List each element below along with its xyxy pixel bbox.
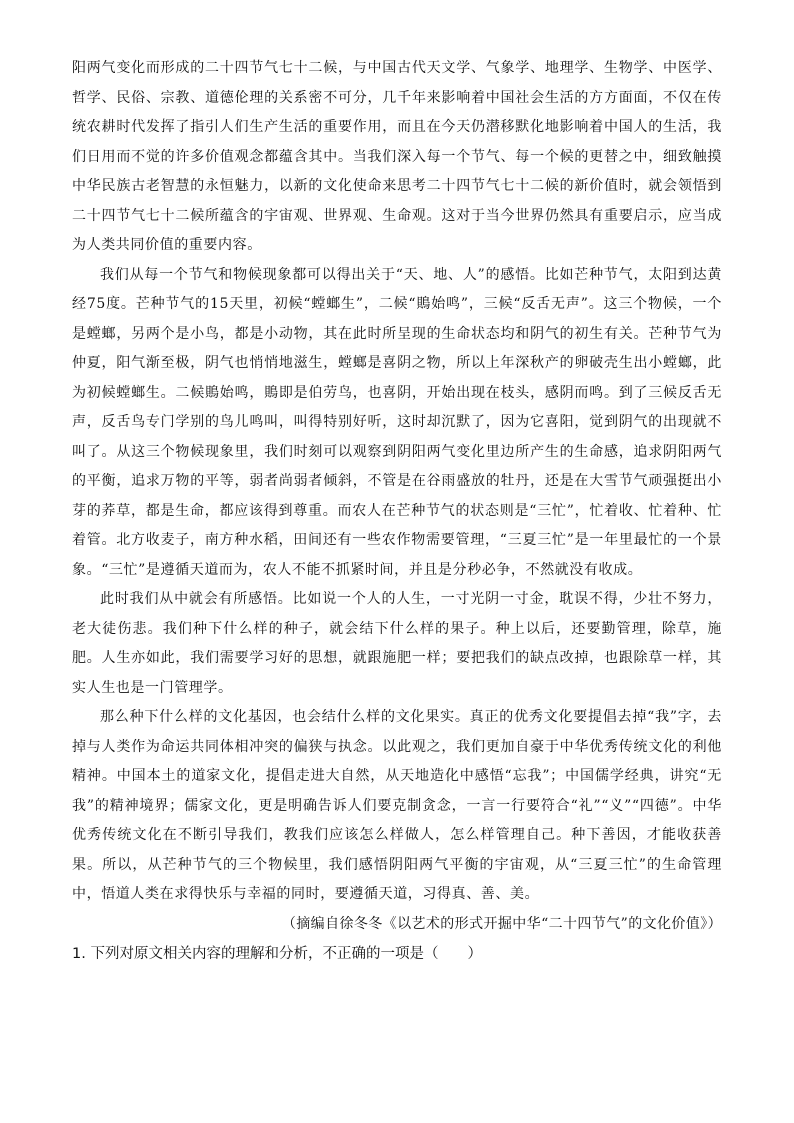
paragraph-1: 阳两气变化而形成的二十四节气七十二候，与中国古代天文学、气象学、地理学、生物学、中医学、哲学、民俗、宗教、道德伦理的关系密不可分，几千年来影响着中国社会生活的方方面面，不仅在传统农耕时代发挥了指引人们生产生活的重要作用，而且在今天仍潜移默化地影响着中国人的生活，我们日用而不觉的许多价值观念都蕴含其中。当我们深入每一个节气、每一个候的更替之中，细致触摸中华民族古老智慧的永恒魅力，以新的文化使命来思考二十四节气七十二候的新价值时，就会领悟到二十四节气七十二候所蕴含的宇宙观、世界观、生命观。这对于当今世界仍然具有重要启示，应当成为人类共同价值的重要内容。 <box>72 60 722 253</box>
source-citation: （摘编自徐冬冬《以艺术的形式开掘中华“二十四节气”的文化价值》） <box>281 915 722 932</box>
document-page <box>72 54 722 967</box>
paragraph-2: 我们从每一个节气和物候现象都可以得出关于“天、地、人”的感悟。比如芒种节气，太阳到达黄经75度。芒种节气的15天里，初候“螳螂生”，二候“鵙始鸣”，三候“反舌无声”。这三个物候，一个是螳螂，另两个是小鸟，都是小动物，其在此时所呈现的生命状态均和阴气的初生有关。芒种节气为仲夏，阳气渐至极，阴气也悄悄地滋生，螳螂是喜阴之物，所以上年深秋产的卵破壳生出小螳螂，此为初候螳螂生。二候鵙始鸣，鵙即是伯劳鸟，也喜阴，开始出现在枝头，感阴而鸣。到了三候反舌无声，反舌鸟专门学别的鸟儿鸣叫，叫得特别好听，这时却沉默了，因为它喜阳，觉到阴气的出现就不叫了。从这三个物候现象里，我们时刻可以观察到阴阳两气变化里边所产生的生命感，追求阴阳两气的平衡，追求万物的平等，弱者尚弱者倾斜，不管是在谷雨盛放的牡丹，还是在大雪节气顽强挺出小芽的荞草，都是生命，都应该得到尊重。而农人在芒种节气的状态则是“三忙”，忙着收、忙着种、忙着管。北方收麦子，南方种水稻，田间还有一些农作物需要管理，“三夏三忙”是一年里最忙的一个景象。“三忙”是遵循天道而为，农人不能不抓紧时间，并且是分秒必争，不然就没有收成。 <box>72 266 722 578</box>
question-1: 1. 下列对原文相关内容的理解和分析，不正确的一项是（ ） <box>72 946 482 962</box>
paragraph-4: 那么种下什么样的文化基因，也会结什么样的文化果实。真正的优秀文化要提倡去掉“我”字，去掉与人类作为命运共同体相冲突的偏狭与执念。以此观之，我们更加自豪于中华优秀传统文化的利他精神。中国本土的道家文化，提倡走进大自然，从天地造化中感悟“忘我”；中国儒学经典，讲究“无我”的精神境界；儒家文化，更是明确告诉人们要克制贪念，一言一行要符合“礼”“义”“四德”。中华优秀传统文化在不断引导我们，教我们应该怎么样做人，怎么样管理自己。种下善因，才能收获善果。所以，从芒种节气的三个物候里，我们感悟阴阳两气平衡的宇宙观，从“三夏三忙”的生命管理中，悟道人类在求得快乐与幸福的同时，要遵循天道，习得真、善、美。 <box>72 709 722 902</box>
paragraph-3: 此时我们从中就会有所感悟。比如说一个人的人生，一寸光阴一寸金，耽误不得，少壮不努力，老大徒伤悲。我们种下什么样的种子，就会结下什么样的果子。种上以后，还要勤管理，除草，施肥。人生亦如此，我们需要学习好的思想，就跟施肥一样；要把我们的缺点改掉，也跟除草一样，其实人生也是一门管理学。 <box>72 591 722 696</box>
